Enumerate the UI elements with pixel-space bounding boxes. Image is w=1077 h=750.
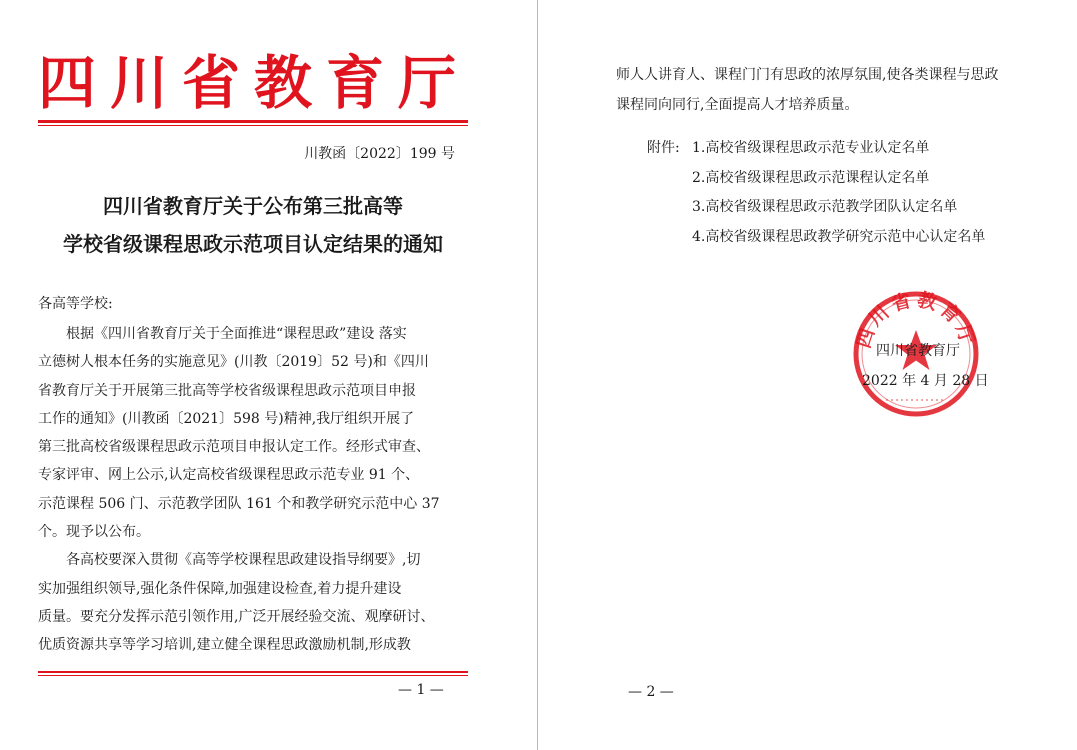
body-line: 第三批高校省级课程思政示范项目申报认定工作。经形式审查、 [38,439,430,456]
attachment-item: 1.高校省级课程思政示范专业认定名单 [692,140,930,156]
body-line: 省教育厅关于开展第三批高等学校省级课程思政示范项目申报 [38,382,416,399]
body-line: 质量。要充分发挥示范引领作用,广泛开展经验交流、观摩研讨、 [38,608,435,625]
page-number-1: — 1 — [398,682,444,698]
page-divider [537,0,538,750]
issue-date: 2022 年 4 月 28 日 [862,373,989,389]
body-line: 优质资源共享等学习培训,建立健全课程思政激励机制,形成教 [38,637,411,654]
seal-text: 四川省教育厅 [852,288,980,351]
attachment-item: 2.高校省级课程思政示范课程认定名单 [692,169,930,186]
body-line: 工作的通知》(川教函〔2021〕598 号)精神,我厅组织开展了 [38,410,415,427]
body-line: 各高校要深入贯彻《高等学校课程思政建设指导纲要》,切 [66,552,421,569]
notice-title-line-1: 四川省教育厅关于公布第三批高等 [103,194,403,218]
body-line: 课程同向同行,全面提高人才培养质量。 [616,97,859,113]
letterhead-org-title: 四川省教育厅 [38,49,471,117]
continuation-paragraph [616,60,998,120]
attachments-label: 附件: [647,140,680,156]
footer-red-rule-thin [38,675,468,676]
notice-title-line-2: 学校省级课程思政示范项目认定结果的通知 [63,232,443,256]
body-line: 实加强组织领导,强化条件保障,加强建设检查,着力提升建设 [38,580,402,597]
letterhead-red-rule-thick [38,120,468,123]
body-paragraphs [38,320,468,660]
letterhead-red-rule-thin [38,125,468,126]
issuer-name: 四川省教育厅 [876,343,960,359]
body-line: 师人人讲育人、课程门门有思政的浓厚氛围,使各类课程与思政 [616,67,999,83]
salutation: 各高等学校: [38,296,113,312]
footer-red-rule-thick [38,671,468,673]
document-number: 川教函〔2022〕199 号 [304,146,455,162]
attachment-item: 4.高校省级课程思政教学研究示范中心认定名单 [692,228,986,245]
body-line: 个。现予以公布。 [38,524,150,541]
attachment-item: 3.高校省级课程思政示范教学团队认定名单 [692,199,958,215]
body-line: 专家评审、网上公示,认定高校省级课程思政示范专业 91 个、 [38,467,420,484]
body-line: 立德树人根本任务的实施意见》(川教〔2019〕52 号)和《四川 [38,354,429,371]
page-number-2: — 2 — [628,684,674,700]
body-line: 示范课程 506 门、示范教学团队 161 个和教学研究示范中心 37 [38,495,440,512]
body-line: 根据《四川省教育厅关于全面推进“课程思政”建设 落实 [66,326,407,342]
attachments-list [692,136,985,254]
